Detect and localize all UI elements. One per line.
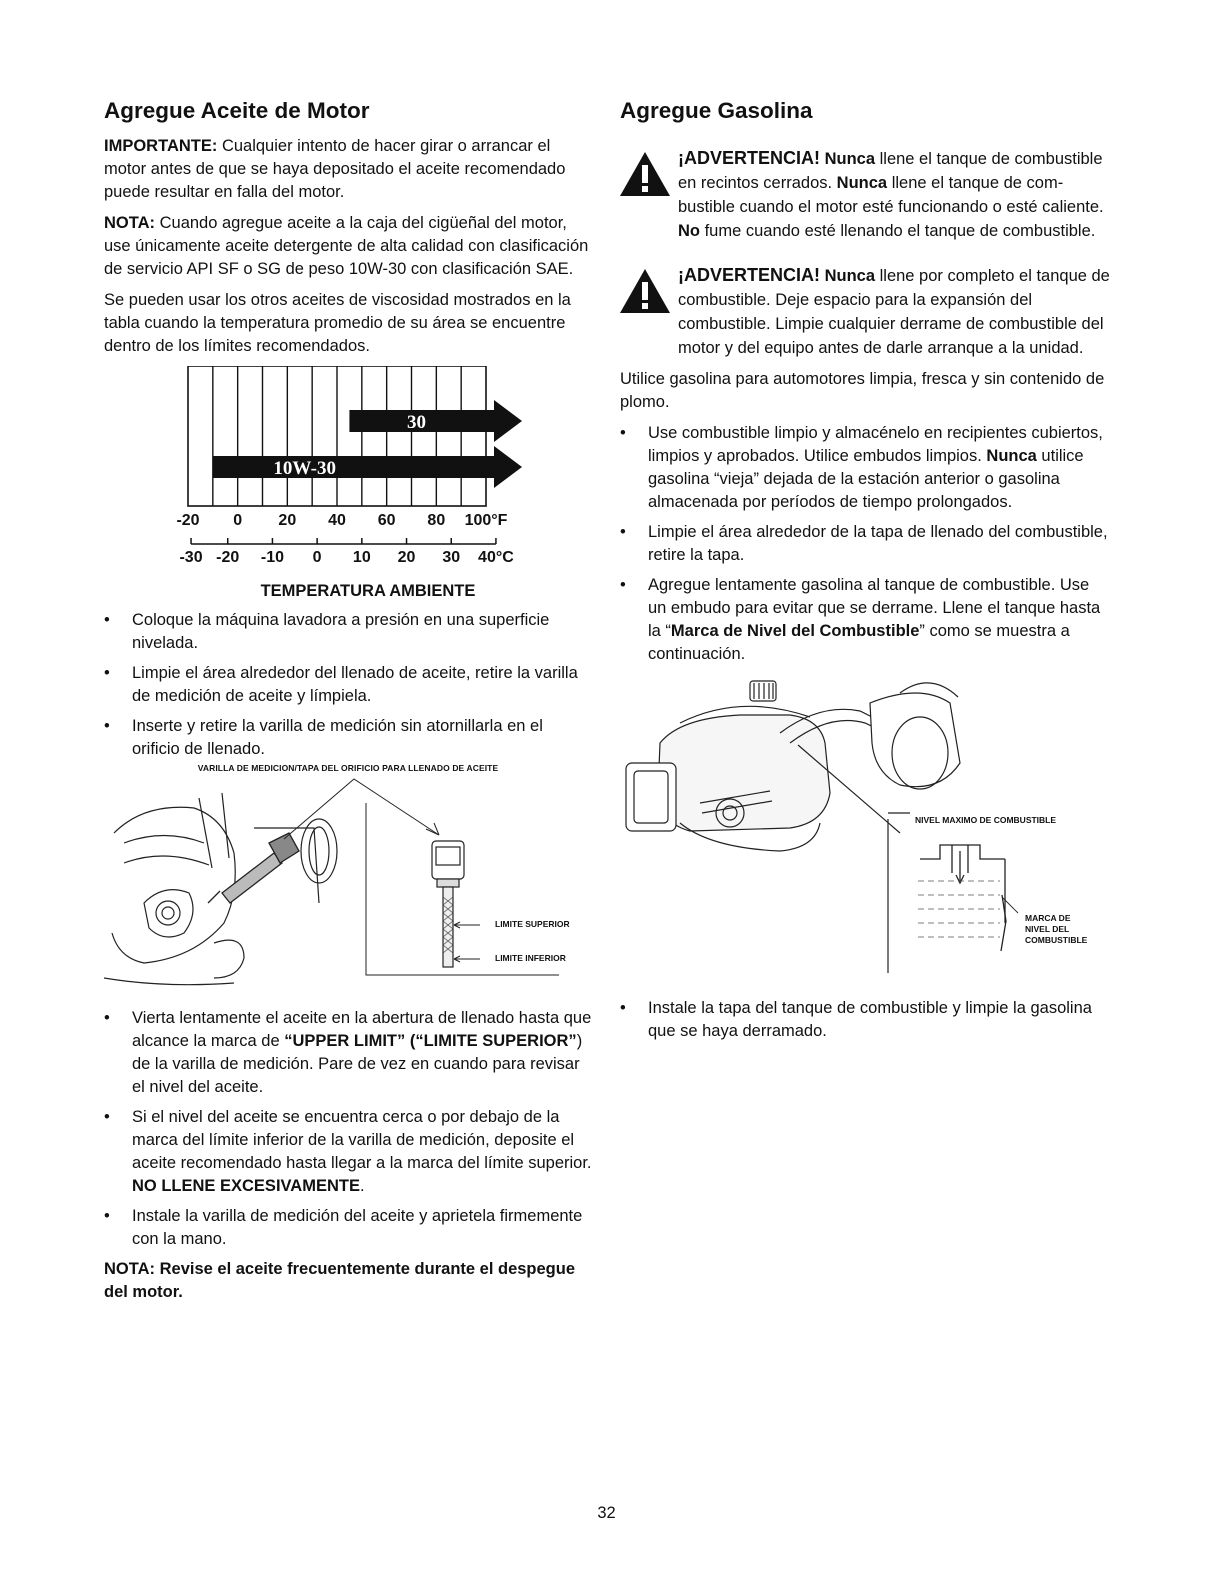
lower-limit-label: LIMITE INFERIOR [495,953,566,963]
viscosity-temperature-chart [104,366,592,578]
upper-limit-label: LIMITE SUPERIOR [495,919,570,929]
bullet: • [620,424,626,442]
chart-bar-arrow [494,400,522,442]
fuel-level-figure [620,673,1110,983]
list-item: • Coloque la máquina lavadora a presión en una superficie nivelada. [104,611,550,652]
important-paragraph: IMPORTANTE: Cualquier intento de hacer girar o arrancar el motor antes de que se haya depositado el aceite recomendado puede resultar en falla del motor. [104,137,566,201]
tick-label-f: 40 [328,512,346,529]
tick-label-c: -20 [216,549,240,566]
bullet: • [104,1009,110,1027]
fuel-final-list [620,997,1110,1043]
list-item: • Si el nivel del aceite se encuentra cerca o por debajo de la marca del límite inferior de la varilla de medición, deposite el aceite recomendado hasta llegar a la marca del límite superior. NO LLENE EXCESIVAMENTE. [104,1108,592,1195]
tick-label-c: -10 [260,549,284,566]
dipstick-figure-caption: VARILLA DE MEDICION/TAPA DEL ORIFICIO PARA LLENADO DE ACEITE [197,763,499,773]
page-number: 32 [597,1504,616,1522]
warning-block-1 [620,146,1110,243]
bullet: • [104,1108,110,1126]
warning-text-1: ¡ADVERTENCIA! Nunca llene el tanque de combustible en recintos cerrados. Nunca llene el tanque de com-bustible cuando el motor esté funcionando o esté caliente. No fume cuando esté llenando el tanque de combustible. [678,148,1104,240]
list-item: • Inserte y retire la varilla de medición sin atornillarla en el orificio de llenado. [104,717,543,758]
oil-steps-list [104,609,592,761]
oil-section-title: Agregue Aceite de Motor [104,98,370,123]
dipstick-illustration [104,773,592,1001]
warning-block-2 [620,263,1110,360]
fuel-mark-label-2: NIVEL DEL [1025,924,1070,934]
fuel-section [620,94,1110,1050]
tick-label-c: 20 [397,549,416,566]
list-item: • Limpie el área alrededor de la tapa de llenado del combustible, retire la tapa. [620,523,1108,564]
list-item: • Use combustible limpio y almacénelo en recipientes cubiertos, limpios y aprobados. Utilice embudos limpios. Nunca utilice gasolina “vieja” dejada de la estación anterior o gasolina almacenada por períodos de tiempo prolongados. [620,424,1103,511]
bullet: • [104,717,110,735]
warning-text-2: ¡ADVERTENCIA! Nunca llene por completo el tanque de combustible. Deje espacio para la expansión del combustible. Limpie cualquier derrame de combustible del motor y del equipo antes de darle arranque a la unidad. [678,265,1110,357]
fuel-steps-list [620,422,1110,666]
chart-ticks [176,512,514,566]
series-label: 30 [406,412,426,433]
oil-fill-steps-list [104,1007,592,1251]
bullet: • [104,611,110,629]
fuel-section-title: Agregue Gasolina [620,98,813,123]
gasoline-paragraph: Utilice gasolina para automotores limpia, fresca y sin contenido de plomo. [620,370,1105,411]
bullet: • [104,1207,110,1225]
tick-label-c: 10 [352,549,371,566]
series-label: 10W-30 [273,458,337,479]
chart-caption: TEMPERATURA AMBIENTE [260,582,476,600]
bullet: • [104,664,110,682]
tick-label-f: -20 [176,512,200,529]
bullet: • [620,576,626,594]
final-note: NOTA: Revise el aceite frecuentemente durante el despegue del motor. [104,1260,576,1301]
tick-label-c: 30 [442,549,461,566]
tick-label-f: 80 [427,512,446,529]
viscosity-paragraph: Se pueden usar los otros aceites de viscosidad mostrados en la tabla cuando la temperatura promedio de su área se encuentre dentro de los límites recomendados. [104,291,571,355]
max-fuel-level-label: NIVEL MAXIMO DE COMBUSTIBLE [915,815,1057,825]
chart-bar-arrow [494,446,522,488]
oil-section [104,94,592,1312]
tick-label-c: -30 [179,549,203,566]
list-item: • Instale la tapa del tanque de combustible y limpie la gasolina que se haya derramado. [620,999,1092,1040]
fuel-mark-label-3: COMBUSTIBLE [1025,935,1088,945]
list-item: • Instale la varilla de medición del aceite y aprietela firmemente con la mano. [104,1207,583,1248]
list-item: • Limpie el área alrededor del llenado de aceite, retire la varilla de medición de aceite y límpiela. [104,664,578,705]
fuel-mark-label-1: MARCA DE [1025,913,1071,923]
list-item: • Agregue lentamente gasolina al tanque de combustible. Use un embudo para evitar que se derrame. Llene el tanque hasta la “Marca de Nivel del Combustible” como se muestra a continuación. [620,576,1101,663]
bullet: • [620,523,626,541]
tick-label-c: 0 [312,549,322,566]
tick-label-f: 20 [278,512,297,529]
bullet: • [620,999,626,1017]
tick-label-c: 40°C [478,549,514,566]
dipstick-figure [104,773,592,1001]
warning-triangle-icon [620,152,670,196]
tick-label-f: 60 [377,512,396,529]
chart-bars [213,400,522,488]
tick-label-f: 100°F [464,512,508,529]
chart-bar [213,456,494,478]
list-item: • Vierta lentamente el aceite en la abertura de llenado hasta que alcance la marca de “UPPER LIMIT” (“LIMITE SUPERIOR”) de la varilla de medición. Pare de vez en cuando para revisar el nivel del aceite. [104,1009,592,1096]
tick-label-f: 0 [233,512,243,529]
chart-grid [188,366,486,506]
note-paragraph: NOTA: Cuando agregue aceite a la caja del cigüeñal del motor, use únicamente aceite detergente de alta calidad con clasificación de servicio API SF o SG de peso 10W-30 con clasificación SAE. [104,214,589,278]
warning-triangle-icon [620,269,670,313]
